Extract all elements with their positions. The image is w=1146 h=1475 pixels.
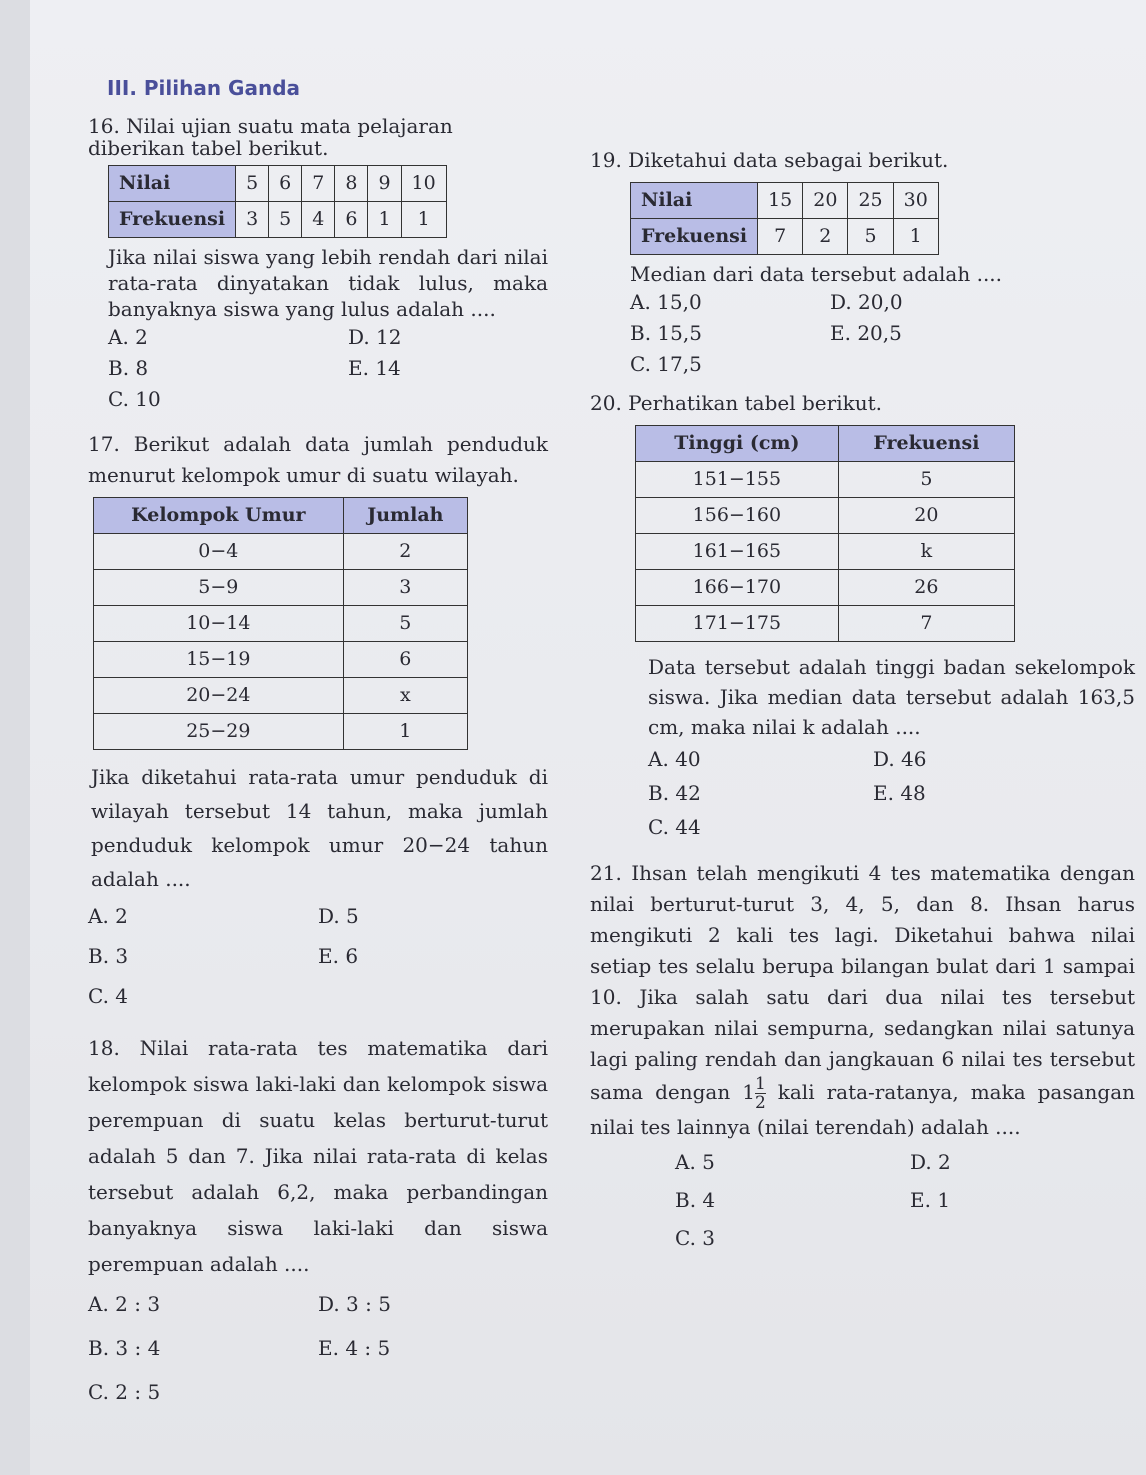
- text: Nilai: [631, 183, 758, 219]
- text: 18.: [88, 1036, 120, 1060]
- text: E. 6: [318, 944, 359, 968]
- text: Jika diketahui rata-rata umur penduduk di wilayah tersebut 14 tahun, maka jumlah penduduk kelompok umur 20−24 tahun adalah ....: [91, 765, 548, 891]
- text: 25: [848, 183, 893, 219]
- text: Nilai: [109, 166, 236, 202]
- text: B. 15,5: [630, 321, 702, 345]
- text: Nilai rata-rata tes matematika dari kelompok siswa laki-laki dan kelompok siswa perempuan di suatu kelas berturut-turut adalah 5 dan 7. Jika nilai rata-rata di kelas tersebut adalah 6,2, maka perbandingan banyaknya siswa laki-laki dan siswa perempuan adalah ....: [88, 1036, 548, 1276]
- text: 166−170: [636, 570, 839, 606]
- text: 20: [838, 498, 1014, 534]
- text: 7: [302, 166, 335, 202]
- text: 5: [848, 219, 893, 255]
- text: 15: [758, 183, 803, 219]
- text: 4: [302, 202, 335, 238]
- text: C. 10: [108, 387, 161, 411]
- question-19: [590, 145, 1135, 380]
- text: Kelompok Umur: [94, 498, 344, 534]
- text: 5−9: [94, 570, 344, 606]
- text: A. 2: [88, 904, 128, 928]
- text: k: [838, 534, 1014, 570]
- question-20: [590, 388, 1135, 844]
- text: 156−160: [636, 498, 839, 534]
- text: 161−165: [636, 534, 839, 570]
- text: 10−14: [94, 606, 344, 642]
- text: E. 48: [873, 781, 926, 805]
- text: 5: [269, 202, 302, 238]
- text: 0−4: [94, 534, 344, 570]
- text: C. 4: [88, 984, 129, 1008]
- fraction: [755, 1075, 766, 1112]
- text: 1: [754, 1074, 766, 1094]
- text: E. 4 : 5: [318, 1336, 391, 1360]
- text: 5: [838, 462, 1014, 498]
- text: 30: [893, 183, 938, 219]
- text: D. 3 : 5: [318, 1292, 391, 1316]
- text: 7: [838, 606, 1014, 642]
- text: 151−155: [636, 462, 839, 498]
- text: 20: [803, 183, 848, 219]
- q16-table: [108, 165, 447, 238]
- text: Data tersebut adalah tinggi badan sekelompok siswa. Jika median data tersebut adalah 163,5 cm, maka nilai k adalah ....: [648, 655, 1135, 739]
- text: A. 2: [108, 325, 148, 349]
- text: D. 46: [873, 747, 927, 771]
- text: x: [343, 678, 467, 714]
- text: Median dari data tersebut adalah ....: [630, 262, 1003, 286]
- text: 1: [401, 202, 446, 238]
- text: Tinggi (cm): [636, 426, 839, 462]
- section-heading: [107, 76, 300, 100]
- question-17: [88, 429, 548, 1016]
- text: 20.: [590, 391, 622, 415]
- text: 1: [343, 714, 467, 750]
- text: B. 3 : 4: [88, 1336, 161, 1360]
- right-column: [590, 145, 1135, 1257]
- text: 2: [754, 1093, 766, 1113]
- text: 26: [838, 570, 1014, 606]
- question-21: [590, 858, 1135, 1257]
- left-column: [88, 115, 548, 1414]
- text: 3: [343, 570, 467, 606]
- q20-table: [635, 425, 1015, 642]
- text: B. 8: [108, 356, 149, 380]
- text: 2: [343, 534, 467, 570]
- text: 17.: [88, 432, 120, 456]
- text: 1: [893, 219, 938, 255]
- text: 6: [335, 202, 368, 238]
- text: B. 4: [675, 1188, 716, 1212]
- text: 21.: [590, 861, 622, 885]
- text: 8: [335, 166, 368, 202]
- q17-table: [93, 497, 468, 750]
- text: A. 5: [675, 1150, 715, 1174]
- text: 19.: [590, 148, 622, 172]
- text: 1: [368, 202, 401, 238]
- text: C. 3: [675, 1226, 716, 1250]
- text: Perhatikan tabel berikut.: [628, 391, 882, 415]
- text: C. 2 : 5: [88, 1380, 161, 1404]
- text: kali rata-ratanya, maka pasangan nilai tes lainnya (nilai terendah) adalah ....: [590, 1080, 1136, 1139]
- text: C. 17,5: [630, 352, 702, 376]
- text: 5: [236, 166, 269, 202]
- text: A. 15,0: [630, 290, 702, 314]
- text: Jika nilai siswa yang lebih rendah dari nilai rata-rata dinyatakan tidak lulus, maka banyaknya siswa yang lulus adalah ....: [108, 245, 548, 321]
- text: Diketahui data sebagai berikut.: [628, 148, 949, 172]
- text: Nilai ujian suatu mata pelajaran diberikan tabel berikut.: [88, 114, 453, 160]
- text: III.: [107, 76, 137, 100]
- text: D. 5: [318, 904, 359, 928]
- question-16: [88, 115, 548, 415]
- text: D. 12: [348, 325, 402, 349]
- text: E. 14: [348, 356, 401, 380]
- text: E. 20,5: [830, 321, 902, 345]
- text: 16.: [88, 114, 120, 138]
- text: A. 40: [648, 747, 701, 771]
- text: 2: [803, 219, 848, 255]
- text: Ihsan telah mengikuti 4 tes matematika dengan nilai berturut-turut 3, 4, 5, dan 8. Ihsan harus mengikuti 2 kali tes lagi. Diketahui bahwa nilai setiap tes selalu berupa bilangan bulat dari 1 sampai 10. Jika salah satu dari dua nilai tes tersebut merupakan nilai sempurna, sedangkan nilai satunya lagi paling rendah dan jangkauan 6 nilai tes tersebut sama dengan: [590, 861, 1135, 1104]
- text: 6: [343, 642, 467, 678]
- text: Frekuensi: [631, 219, 758, 255]
- text: B. 42: [648, 781, 701, 805]
- text: Pilihan Ganda: [143, 76, 301, 100]
- text: 171−175: [636, 606, 839, 642]
- text: 3: [236, 202, 269, 238]
- text: 20−24: [94, 678, 344, 714]
- text: 15−19: [94, 642, 344, 678]
- text: 25−29: [94, 714, 344, 750]
- text: B. 3: [88, 944, 129, 968]
- text: D. 20,0: [830, 290, 903, 314]
- text: 10: [401, 166, 446, 202]
- text: 5: [343, 606, 467, 642]
- text: Frekuensi: [838, 426, 1014, 462]
- text: A. 2 : 3: [88, 1292, 161, 1316]
- text: 7: [758, 219, 803, 255]
- text: D. 2: [910, 1150, 951, 1174]
- text: C. 44: [648, 815, 701, 839]
- text: E. 1: [910, 1188, 951, 1212]
- question-18: [88, 1030, 548, 1414]
- text: 9: [368, 166, 401, 202]
- text: Frekuensi: [109, 202, 236, 238]
- text: 6: [269, 166, 302, 202]
- text: Jumlah: [343, 498, 467, 534]
- text: 1: [742, 1080, 755, 1104]
- text: Berikut adalah data jumlah penduduk menurut kelompok umur di suatu wilayah.: [88, 432, 549, 487]
- q19-table: [630, 182, 939, 255]
